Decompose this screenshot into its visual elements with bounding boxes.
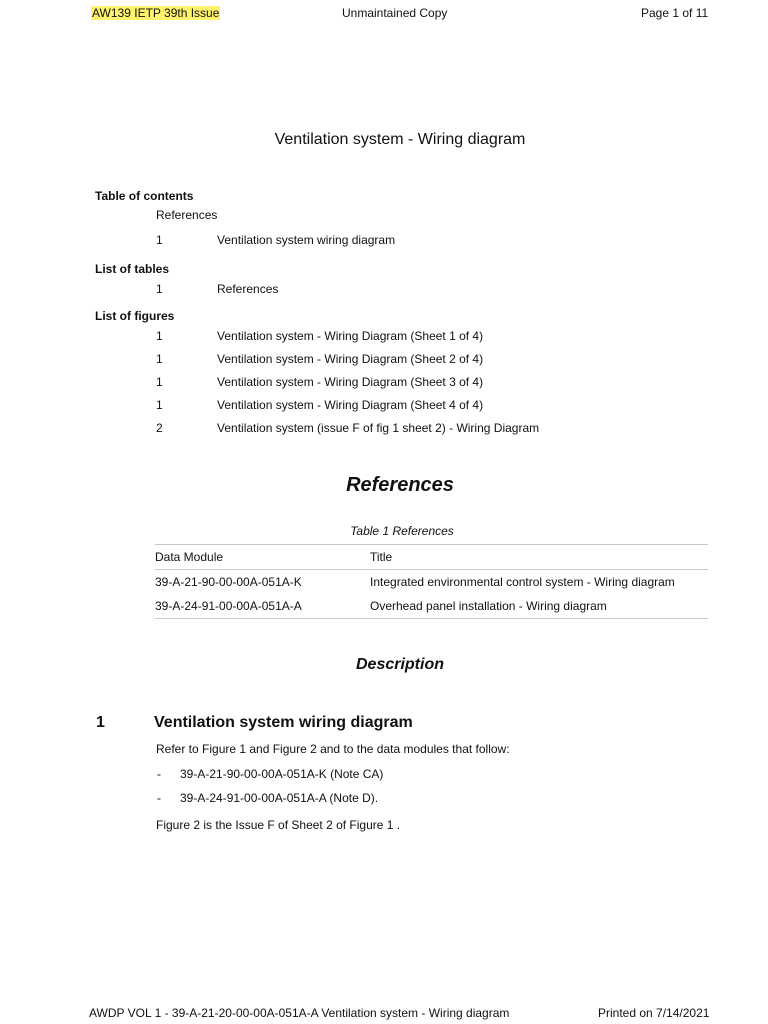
reference-title: Integrated environmental control system - Wiring diagram [370, 575, 675, 589]
figure-list-link[interactable]: Ventilation system - Wiring Diagram (Sheet 1 of 4) [217, 329, 484, 343]
bullet-item-link[interactable]: 39-A-24-91-00-00A-051A-A (Note D). [180, 791, 379, 805]
figure-list-link[interactable]: Ventilation system - Wiring Diagram (Sheet 2 of 4) [217, 352, 484, 366]
figure-list-num: 1 [156, 352, 163, 366]
toc-item-link[interactable]: Ventilation system wiring diagram [217, 233, 396, 247]
column-header-title: Title [370, 545, 708, 570]
figure-list-num: 1 [156, 329, 163, 343]
header-page-number: Page 1 of 11 [641, 6, 709, 20]
header-issue [91, 6, 220, 20]
section-intro: Refer to Figure 1 and Figure 2 and to the data modules that follow: [156, 742, 510, 756]
table-caption: Table 1 References [350, 524, 454, 538]
reference-title: Overhead panel installation - Wiring diagram [370, 594, 708, 619]
references-table [155, 544, 708, 619]
bullet-item-link[interactable]: 39-A-21-90-00-00A-051A-K (Note CA) [180, 767, 384, 781]
footer-print-date: Printed on 7/14/2021 [598, 1006, 710, 1020]
toc-references-link[interactable]: References [156, 208, 218, 222]
section-number: 1 [96, 714, 105, 731]
header-issue-highlight: AW139 IETP 39th Issue [92, 6, 220, 20]
figure-list-link[interactable]: Ventilation system (issue F of fig 1 sheet 2) - Wiring Diagram [217, 421, 540, 435]
figure-list-num: 2 [156, 421, 163, 435]
table-header-row [155, 545, 708, 570]
data-module-link[interactable]: 39-A-24-91-00-00A-051A-A [155, 594, 370, 619]
column-header-data-module: Data Module [155, 545, 370, 570]
toc-item-num: 1 [156, 233, 163, 247]
description-heading: Description [355, 656, 444, 673]
table-row [155, 594, 708, 619]
list-of-tables-heading: List of tables [95, 262, 170, 276]
figure-list-num: 1 [156, 375, 163, 389]
list-of-figures-heading: List of figures [95, 309, 175, 323]
figure-list-num: 1 [156, 398, 163, 412]
table-list-num: 1 [156, 282, 163, 296]
table-row [155, 570, 708, 595]
data-module-link[interactable]: 39-A-21-90-00-00A-051A-K [155, 575, 302, 589]
footer-document-id: AWDP VOL 1 - 39-A-21-20-00-00A-051A-A Ventilation system - Wiring diagram [89, 1006, 510, 1020]
document-title: Ventilation system - Wiring diagram [274, 131, 526, 148]
toc-heading: Table of contents [95, 189, 194, 203]
section-title: Ventilation system wiring diagram [154, 714, 413, 731]
section-note: Figure 2 is the Issue F of Sheet 2 of Figure 1 . [156, 818, 401, 832]
bullet-dash: - [157, 767, 161, 781]
figure-list-link[interactable]: Ventilation system - Wiring Diagram (Sheet 3 of 4) [217, 375, 484, 389]
references-heading: References [346, 474, 454, 496]
table-list-link[interactable]: References [217, 282, 279, 296]
bullet-dash: - [157, 791, 161, 805]
figure-list-link[interactable]: Ventilation system - Wiring Diagram (Sheet 4 of 4) [217, 398, 484, 412]
header-copy-status: Unmaintained Copy [342, 6, 448, 20]
